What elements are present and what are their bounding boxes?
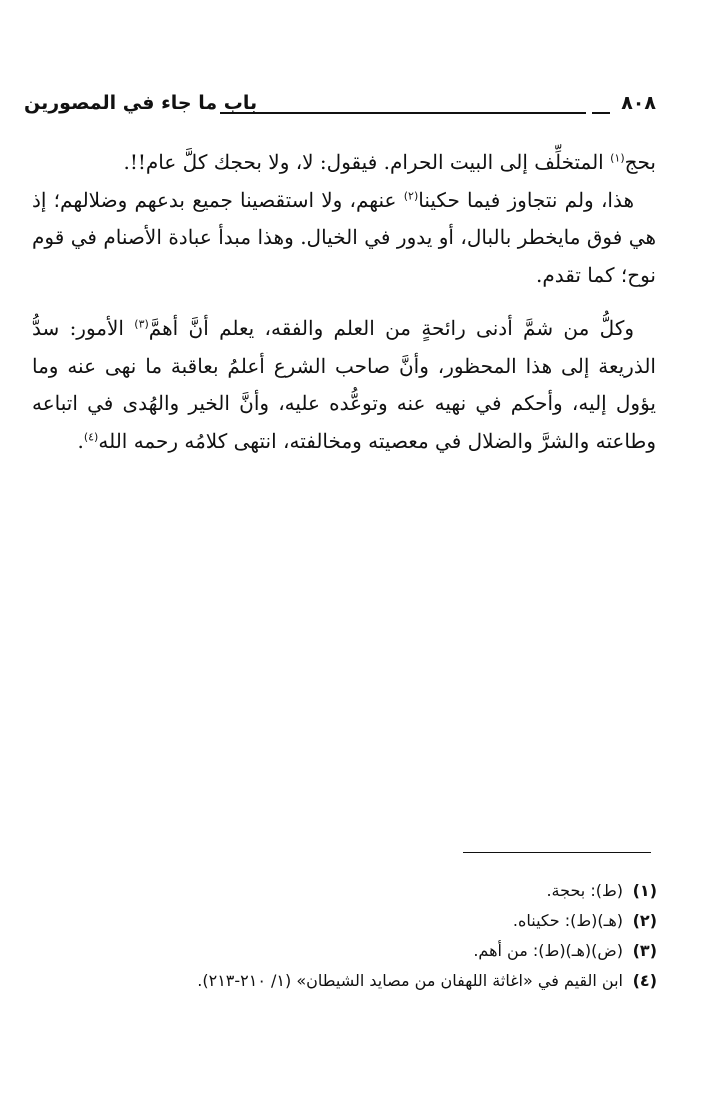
- footnotes: [57, 876, 657, 996]
- footnote-ref-3: (٣): [134, 317, 149, 331]
- footnote-number: (١): [632, 881, 657, 900]
- paragraph-3-text-b: الأمور: سدُّ الذريعة إلى هذا المحظور، وأنَّ صاحب الشرع أعلمُ بعاقبة ما نهى عنه وما يؤول إليه، وأحكم في نهيه عنه وتوعُّده عليه، وأنَّ الخير والهُدى في اتباعه وطاعته والشرَّ والضلال في معصيته ومخالفته، انتهى كلامُه رحمه الله: [32, 316, 656, 453]
- footnote-item: [57, 936, 657, 966]
- footnote-item: [57, 966, 657, 996]
- paragraph-1-text-b: المتخلِّف إلى البيت الحرام. فيقول: لا، ولا بحجك كلَّ عام!!.: [123, 150, 611, 174]
- chapter-title: باب ما جاء في المصورين: [24, 92, 258, 114]
- footnote-item: [57, 906, 657, 936]
- footnote-text: (هـ)(ط): حكيناه.: [512, 911, 623, 930]
- footnote-text: ابن القيم في «اغاثة اللهفان من مصايد الشيطان» (١/ ٢١٠-٢١٣).: [197, 971, 623, 990]
- footnote-number: (٢): [632, 911, 657, 930]
- footnote-number: (٣): [632, 941, 657, 960]
- paragraph-2: [32, 182, 656, 295]
- running-header: [24, 90, 656, 122]
- header-rule: [220, 112, 586, 114]
- paragraph-2-text-b: عنهم، ولا استقصينا جميع بدعهم وضلالهم؛ إذ هي فوق مايخطر بالبال، أو يدور في الخيال. وهذا مبدأ عبادة الأصنام في قوم نوح؛ كما تقدم.: [32, 187, 656, 287]
- paragraph-1-text-a: بحج: [624, 150, 656, 174]
- footnote-number: (٤): [632, 971, 657, 990]
- main-text: [32, 144, 656, 460]
- footnote-ref-2: (٢): [403, 188, 419, 202]
- page-number: ٨٠٨: [621, 92, 656, 114]
- paragraph-2-text-a: هذا، ولم نتجاوز فيما حكينا: [418, 187, 634, 212]
- footnote-separator: [463, 852, 651, 853]
- paragraph-1: [32, 144, 656, 182]
- footnote-item: [57, 876, 657, 906]
- footnote-ref-4: (٤): [83, 429, 99, 443]
- paragraph-3-end: .: [77, 428, 84, 453]
- paragraph-3-text-a: وكلُّ من شمَّ أدنى رائحةٍ من العلم والفقه، يعلم أنَّ أهمَّ: [148, 316, 635, 340]
- footnote-text: (ض)(هـ)(ط): من أهم.: [473, 941, 623, 960]
- paragraph-3: [32, 310, 656, 460]
- footnote-text: (ط): بحجة.: [546, 881, 623, 900]
- footnote-ref-1: (١): [610, 151, 625, 165]
- header-dash: [592, 112, 610, 114]
